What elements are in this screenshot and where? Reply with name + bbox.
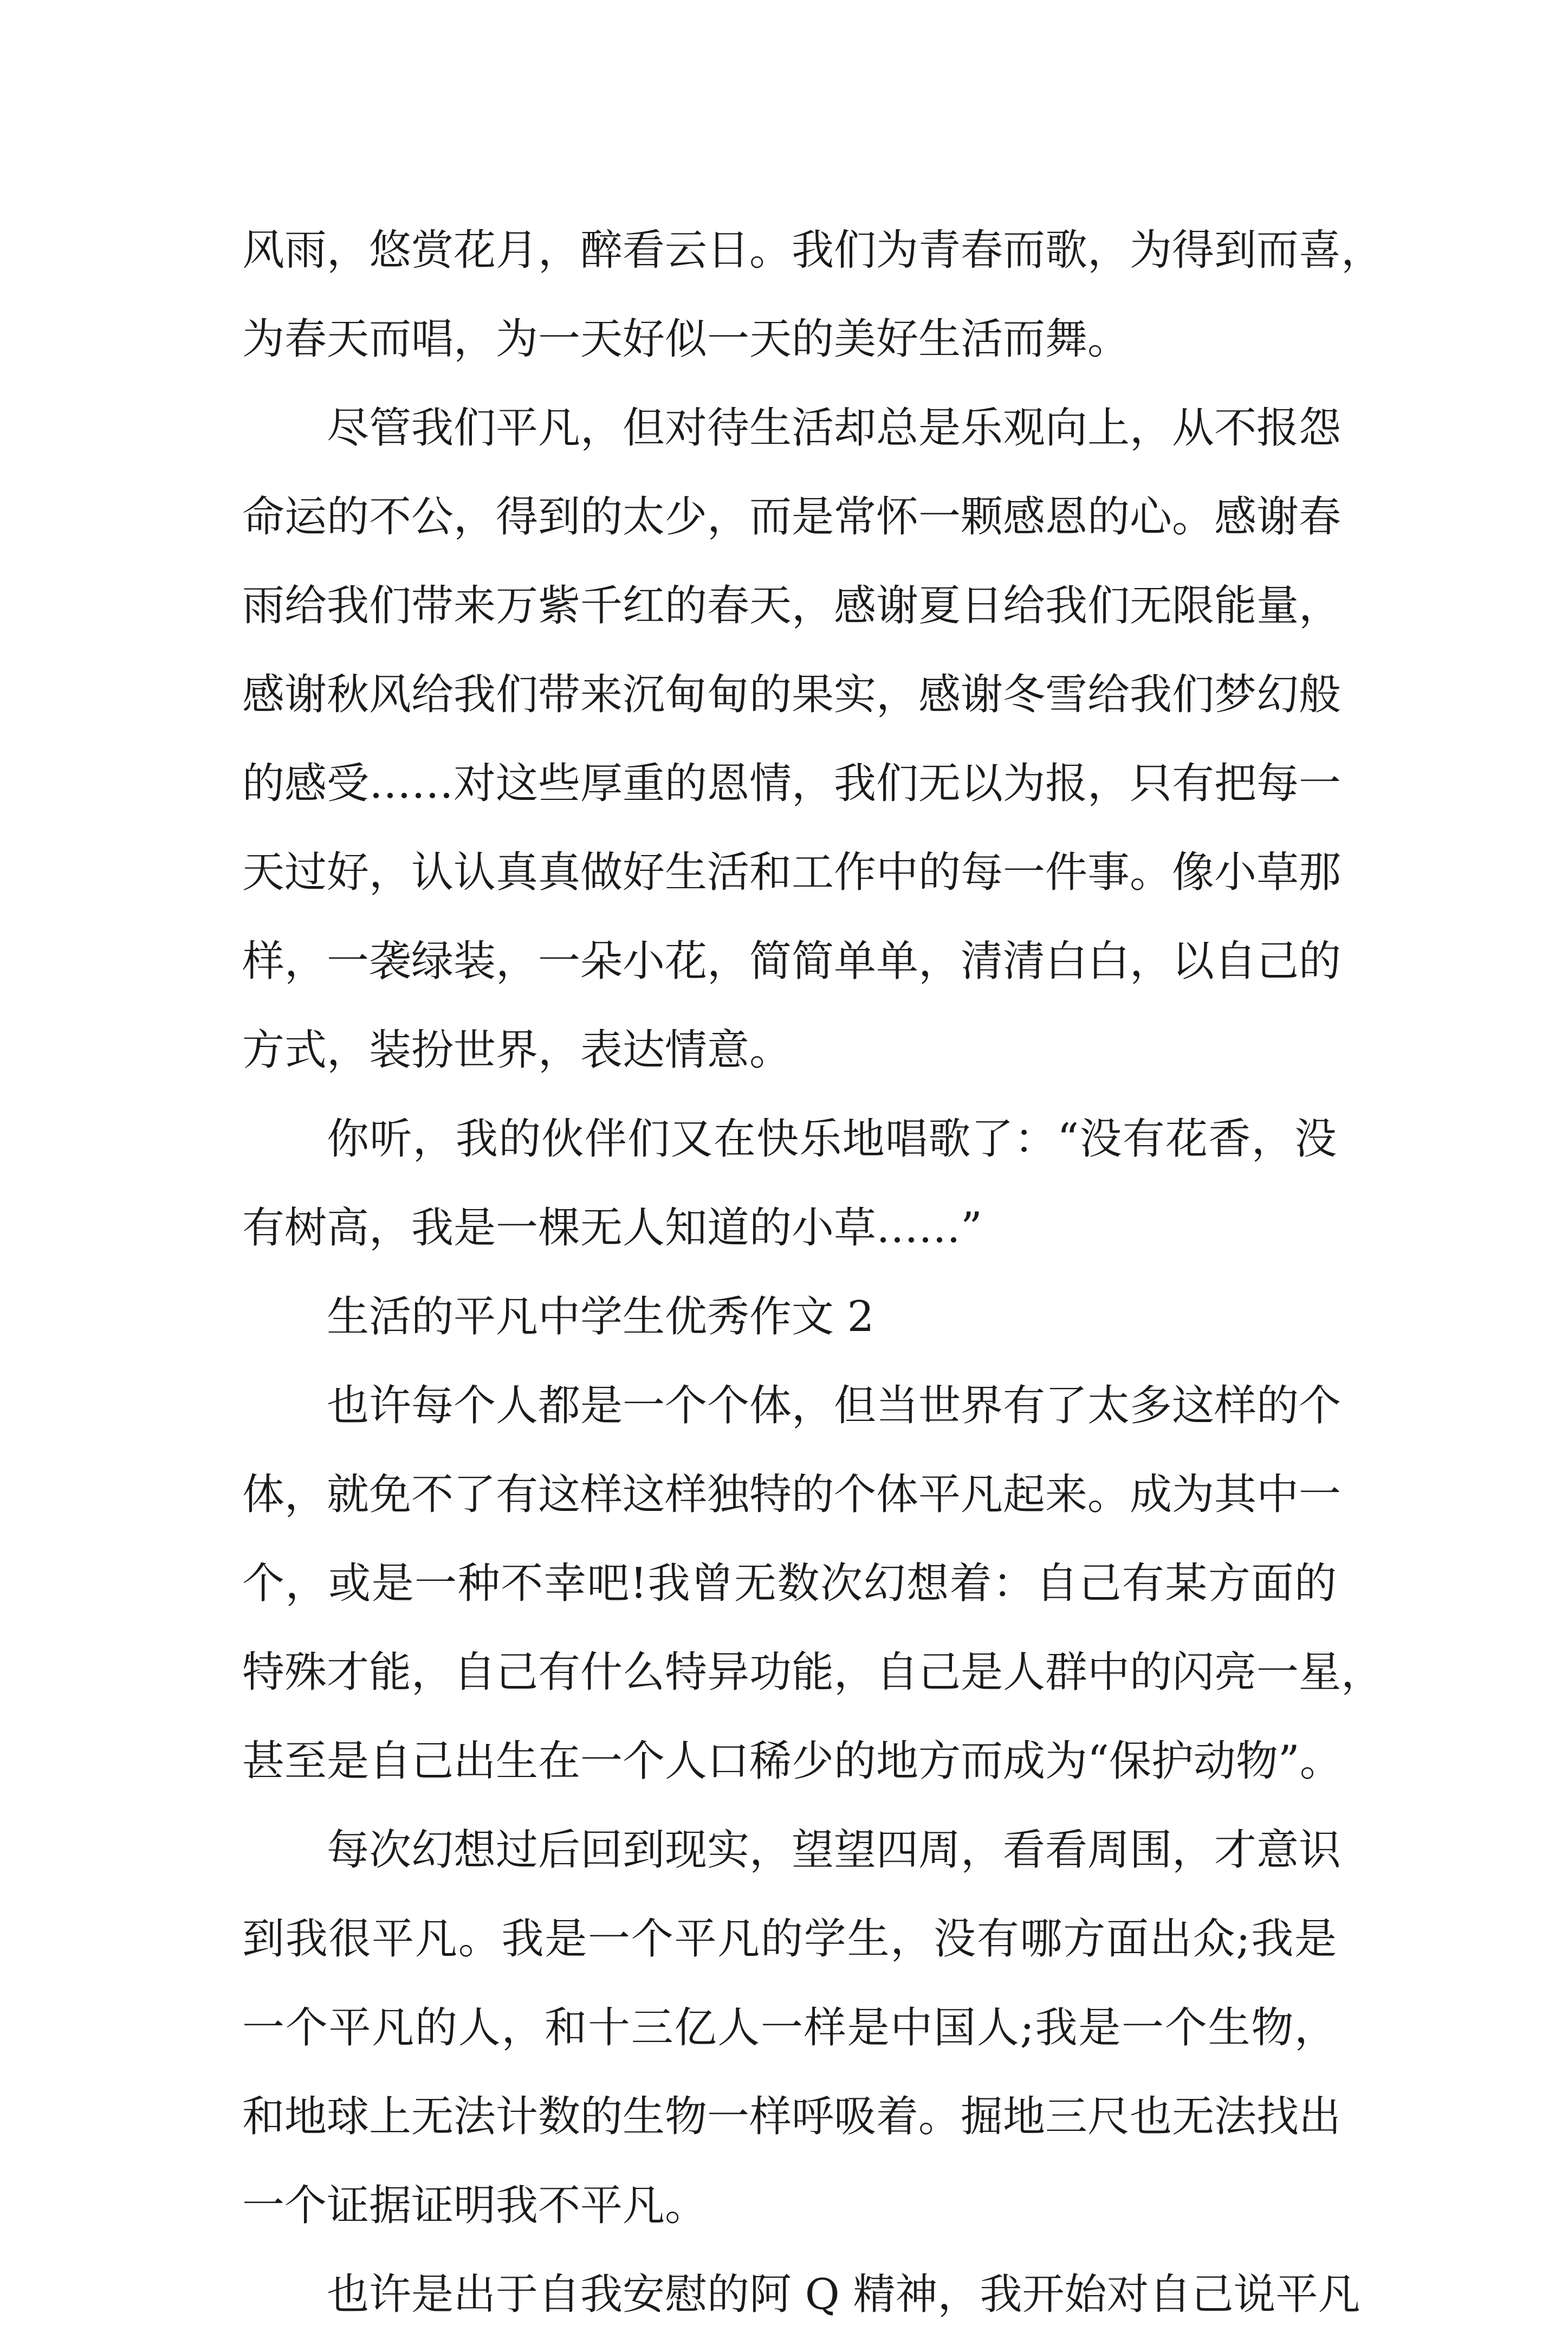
text-line: 天过好，认认真真做好生活和工作中的每一件事。像小草那 (242, 848, 1342, 897)
text-line: 每次幻想过后回到现实，望望四周，看看周围，才意识 (327, 1826, 1342, 1875)
text-line: 你听，我的伙伴们又在快乐地唱歌了：“没有花香，没 (327, 1115, 1337, 1164)
text-line: 也许每个人都是一个个体，但当世界有了太多这样的个 (327, 1381, 1342, 1430)
text-line: 也许是出于自我安慰的阿 Q 精神，我开始对自己说平凡 (327, 2270, 1360, 2319)
text-line: 命运的不公，得到的太少，而是常怀一颗感恩的心。感谢春 (242, 493, 1342, 541)
text-line: 一个平凡的人，和十三亿人一样是中国人;我是一个生物， (242, 2004, 1337, 2052)
text-line: 个，或是一种不幸吧!我曾无数次幻想着：自己有某方面的 (242, 1559, 1337, 1608)
text-line: 体，就免不了有这样这样独特的个体平凡起来。成为其中一 (242, 1470, 1342, 1519)
text-line: 的感受……对这些厚重的恩情，我们无以为报，只有把每一 (242, 759, 1342, 808)
body-text (242, 206, 1384, 2339)
text-line: 尽管我们平凡，但对待生活却总是乐观向上，从不报怨 (327, 404, 1342, 453)
text-line: 方式，装扮世界，表达情意。 (242, 1026, 792, 1075)
text-line: 为春天而唱，为一天好似一天的美好生活而舞。 (242, 315, 1130, 364)
text-line: 有树高，我是一棵无人知道的小草……” (242, 1204, 982, 1252)
text-line: 生活的平凡中学生优秀作文 2 (327, 1293, 874, 1341)
text-line: 到我很平凡。我是一个平凡的学生，没有哪方面出众;我是 (242, 1915, 1337, 1963)
text-line: 雨给我们带来万紫千红的春天，感谢夏日给我们无限能量， (242, 581, 1342, 630)
text-line: 甚至是自己出生在一个人口稀少的地方而成为“保护动物”。 (242, 1737, 1342, 1786)
text-line: 风雨，悠赏花月，醉看云日。我们为青春而歌，为得到而喜， (242, 226, 1384, 275)
text-line: 和地球上无法计数的生物一样呼吸着。掘地三尺也无法找出 (242, 2092, 1342, 2141)
text-line: 特殊才能，自己有什么特异功能，自己是人群中的闪亮一星， (242, 1648, 1384, 1697)
text-line: 一个证据证明我不平凡。 (242, 2181, 708, 2230)
text-line: 样，一袭绿装，一朵小花，简简单单，清清白白，以自己的 (242, 937, 1342, 986)
text-line: 感谢秋风给我们带来沉甸甸的果实，感谢冬雪给我们梦幻般 (242, 670, 1342, 719)
